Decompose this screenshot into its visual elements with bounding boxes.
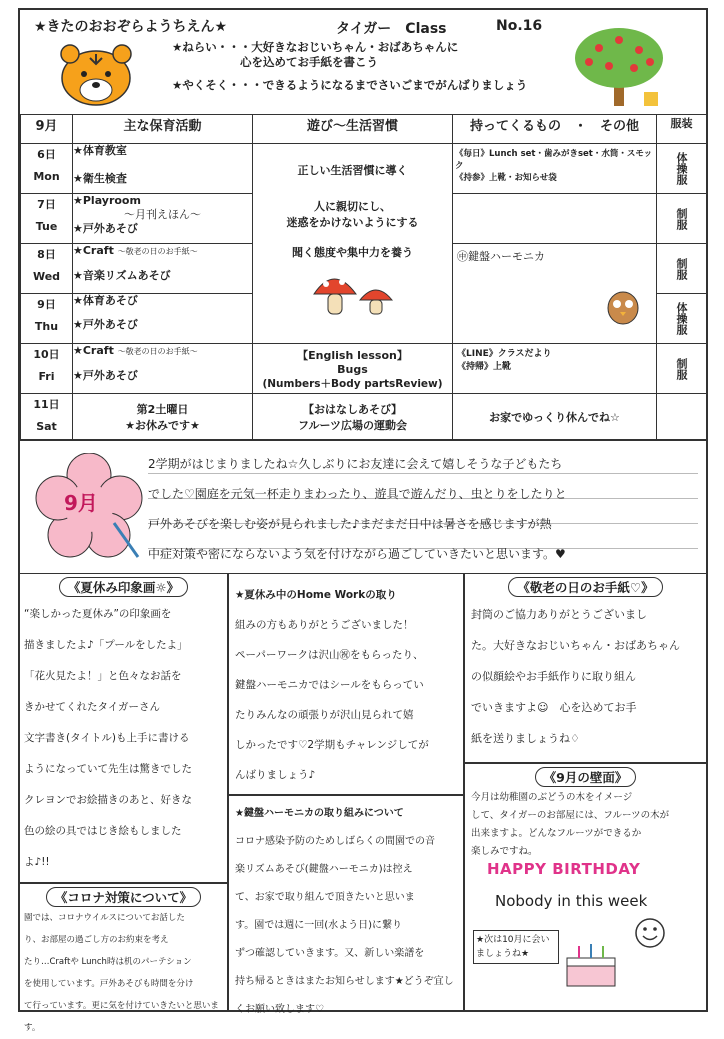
aim-text: ★ねらい・・・大好きなおじいちゃん・おばあちゃんに [172,40,459,54]
tiger-illustration-icon [56,40,136,108]
section-title: 《コロナ対策について》 [46,887,201,907]
main-activity-header: 主な保育活動 [73,115,253,144]
birthday-heading: HAPPY BIRTHDAY [487,860,641,878]
letter-section: 《敬老の日のお手紙♡》 封筒のご協力ありがとうございまし た。大好きなおじいちゃん・おばあちゃん の似顔絵やお手紙作りに取り組ん でいきますよ☺ 心を込めてお手 紙を送りましょうね♢ [464,573,706,763]
aim-text-2: 心を込めてお手紙を書こう [240,55,378,69]
newsletter-page [18,8,708,1033]
apple-tree-icon [564,24,674,110]
issue-number: No.16 [496,18,543,34]
activity-cell: ★Craft ～敬老の日のお手紙～ ★音楽リズムあそび [73,244,253,294]
bring-cell: ㊥鍵盤ハーモニカ [453,244,657,344]
corona-section: 《コロナ対策について》 園では、コロナウイルスについてお話した り、お部屋の過ごし方のお約束を考え たり…Craftや Lunch時は机のパーテション を使用しています。戸外あそびも時間を分け て行っています。更に気を付けていきたいと思います。 [20,883,228,1012]
month-header: 9月 [21,115,73,144]
keyboard-section: ★鍵盤ハーモニカの取り組みについて コロナ感染予防のためしばらくの間園での音 楽リズムあそび(鍵盤ハーモニカ)は控え て、お家で取り組んで頂きたいと思いま す。園では週に一回(水よう日)に繋り ずつ確認していきます。又、新しい楽譜を 持ち帰るときはまたお知らせします★どうぞ宜しくお願い致します♡ [228,795,464,1012]
smiley-face-icon [633,916,667,950]
wall-section: 《9月の壁面》 今月は幼稚園のぶどうの木をイメージ して、タイガーのお部屋には、フルーツの木が 出来ますよ。どんなフルーツができるか 楽しみですね。 HAPPY BIRTHDAY Nobody in this week ★次は10月に会いましょうね★ [464,763,706,1012]
uniform-cell: 制服 [657,344,707,394]
bring-cell: 《LINE》クラスだより 《持帰》上靴 [453,344,657,394]
uniform-cell [657,394,707,440]
class-label: タイガー Class [336,21,447,37]
day-cell: 10日 Fri [21,344,73,394]
birthday-nobody: Nobody in this week [495,892,648,910]
uniform-header: 服装 [657,115,707,144]
bring-cell: 《毎日》Lunch set・歯みがきset・水筒・スモック 《持参》上靴・お知らせ袋 [453,144,657,194]
day-cell: 9日 Thu [21,294,73,344]
birthday-cake-icon [561,940,621,992]
homework-section: ★夏休み中のHome Workの取り 組みの方もありがとうございました！ ペーパーワークは沢山㊗をもらったり、 鍵盤ハーモニカではシールをもらってい たりみんなの頑張りが沢山見られて嬉 しかったです♡2学期もチャレンジしてが んばりましょう♪ [228,573,464,795]
section-title: 《敬老の日のお手紙♡》 [508,577,662,597]
play-header: 遊び～生活習慣 [253,115,453,144]
section-title: 《夏休み印象画☼》 [59,577,188,597]
activity-cell: 第2土曜日 ★お休みです★ [73,394,253,440]
intro-text: 2学期がはじまりましたね☆久しぶりにお友達に会えて嬉しそうな子どもたち でした♡園庭を元気一杯走りまわったり、遊具で遊んだり、虫とりをしたりと 戸外あそびを楽しむ姿が見られました♪まだまだ日中は暑さを感じますが熱 中症対策や密にならないよう気を付けながら過ごしていきたいと思います。♥ [148,449,698,569]
bring-cell [453,194,657,244]
day-cell: 8日 Wed [21,244,73,294]
story-cell: 【おはなしあそび】 フルーツ広場の運動会 [253,394,453,440]
english-lesson-cell: 【English lesson】 Bugs (Numbers＋Body partsReview) [253,344,453,394]
activity-cell: ★体育あそび ★戸外あそび [73,294,253,344]
day-cell: 6日 Mon [21,144,73,194]
intro-section [20,440,706,574]
activity-cell: ★Playroom ～月刊えほん～ ★戸外あそび [73,194,253,244]
month-badge: 9月 [64,491,98,515]
activity-cell: ★体育教室 ★衛生検査 [73,144,253,194]
day-cell: 7日 Tue [21,194,73,244]
mushroom-illustration-icon [308,268,398,318]
owl-illustration-icon [603,286,643,326]
section-title: 《9月の壁面》 [535,767,637,787]
uniform-cell: 体操服 [657,294,707,344]
school-name: ★きたのおおぞらようちえん★ [34,19,228,35]
promise-text: ★やくそく・・・できるようになるまでさいごまでがんばりましょう [172,78,528,92]
summer-art-section: 《夏休み印象画☼》 “楽しかった夏休み”の印象画を 描きましたよ♪「プールをしたよ」 「花火見たよ！」と色々なお話を きかせてくれたタイガーさん 文字書き(タイトル)も上手に書ける ようになっていて先生は驚きでした クレヨンでお絵描きのあと、好きな 色の絵の具ではじき絵もしました よ♪!! [20,573,228,883]
uniform-cell: 体操服 [657,144,707,194]
uniform-cell: 制服 [657,194,707,244]
activity-cell: ★Craft ～敬老の日のお手紙～ ★戸外あそび [73,344,253,394]
play-cell: 正しい生活習慣に導く 人に親切にし、 迷惑をかけないようにする 聞く態度や集中力を養う [253,144,453,344]
section-title: ★鍵盤ハーモニカの取り組みについて [235,808,404,819]
bring-cell: お家でゆっくり休んでね☆ [453,394,657,440]
day-cell: 11日 Sat [21,394,73,440]
section-title: ★夏休み中のHome Workの取り [235,589,397,601]
next-note: ★次は10月に会いましょうね★ [473,930,559,964]
bring-header: 持ってくるもの ・ その他 [453,115,657,144]
uniform-cell: 制服 [657,244,707,294]
schedule-table [20,114,707,440]
